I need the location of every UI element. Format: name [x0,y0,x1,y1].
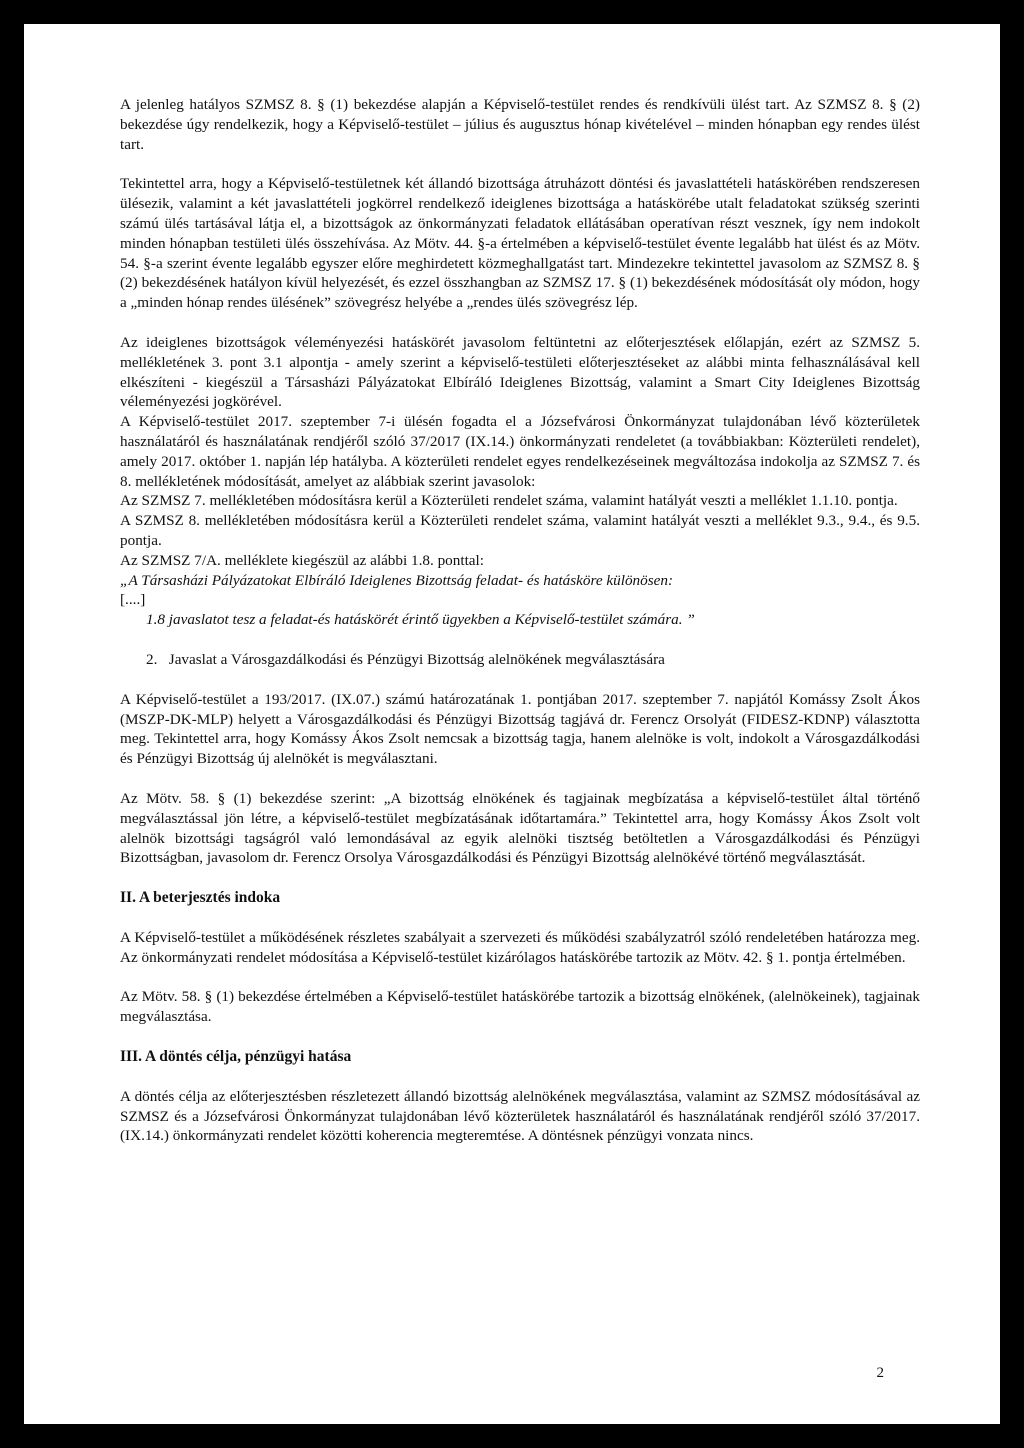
paragraph-szmsz-rendelet: A Képviselő-testület a működésének részletes szabályait a szervezeti és működési szabályzatról szóló rendeletében határozza meg. Az önkormányzati rendelet módosítása a Képviselő-testület kizárólagos hatáskörébe tartozik az Mötv. 42. § 1. pontja értelmében. [120,928,920,966]
paragraph-melleklet-7: Az SZMSZ 7. mellékletében módosításra kerül a Közterületi rendelet száma, valamint hatályát veszti a melléklet 1.1.10. pontja. [120,492,898,510]
paragraph-bizottsagok: Tekintettel arra, hogy a Képviselő-testületnek két állandó bizottsága átruházott döntési és javaslattételi hatáskörében rendszeresen ülésezik, valamint a két javaslattételi jogkörrel rendelkező ideiglenes bizottsága a hatáskörébe utalt feladatokat szükség szerinti számú ülés tartásával látja el, a bizottságok az önkormányzati feladatok ellátásában operatívan részt vesznek, így nem indokolt minden hónapban testületi ülés összehívása. Az Mötv. 44. §-a értelmében a képviselő-testület évente legalább hat ülést és az Mötv. 54. §-a szerint évente legalább egyszer előre meghirdetett közmeghallgatást tart. Mindezekre tekintettel javasolom az SZMSZ 8. § (2) bekezdésének hatályon kívül helyezését, és ezzel összhangban az SZMSZ 17. § (1) bekezdésének módosítását oly módon, hogy a „minden hónap rendes ülésének” szövegrész helyébe a „rendes ülés szövegrész lép. [120,175,920,312]
quote-item-1-8: 1.8 javaslatot tesz a feladat-és hatáskörét érintő ügyekben a Képviselő-testület számára. ” [146,611,695,629]
section-heading-beterjesztes: II. A beterjesztés indoka [120,889,281,907]
section-heading-dontes-celja: III. A döntés célja, pénzügyi hatása [120,1048,352,1066]
numbered-item-2: 2. Javaslat a Városgazdálkodási és Pénzügyi Bizottság alelnökének megválasztására [146,650,665,668]
paragraph-melleklet-8: A SZMSZ 8. mellékletében módosításra kerül a Közterületi rendelet száma, valamint hatályát veszti a melléklet 9.3., 9.4., és 9.5. pontja. [120,512,920,549]
paragraph-kozteruleti-rendelet: A Képviselő-testület 2017. szeptember 7-i ülésén fogadta el a Józsefvárosi Önkormányzat tulajdonában lévő közterületek használatáról és használatának rendjéről szóló 37/2017 (IX.14.) önkormányzati rendeletet (a továbbiakban: Közterületi rendelet), amely 2017. október 1. napján lép hatályba. A közterületi rendelet egyes rendelkezéseinek megváltozása indokolja az SZMSZ 7. és 8. mellékletének módosítását, amelyet az alábbiak szerint javasolok: [120,413,920,490]
paragraph-melleklet-7a: Az SZMSZ 7/A. melléklete kiegészül az alábbi 1.8. ponttal: [120,551,484,569]
page-number: 2 [876,1365,884,1381]
document-body [120,95,920,1146]
paragraph-hataskor: Az Mötv. 58. § (1) bekezdése értelmében a Képviselő-testület hatáskörébe tartozik a bizottság elnökének, (alelnökeinek), tagjainak megválasztása. [120,988,920,1026]
quote-ellipsis: [....] [120,591,146,609]
paragraph-komassy: A Képviselő-testület a 193/2017. (IX.07.) számú határozatának 1. pontjában 2017. szeptember 7. napjától Komássy Zsolt Ákos (MSZP-DK-MLP) helyett a Városgazdálkodási és Pénzügyi Bizottság tagjává dr. Ferencz Orsolyát (FIDESZ-KDNP) választotta meg. Tekintettel arra, hogy Komássy Ákos Zsolt nemcsak a bizottság tagja, hanem alelnöke is volt, indokolt a Városgazdálkodási és Pénzügyi Bizottság új alelnökét is megválasztani. [120,690,920,768]
paragraph-szmsz-8: A jelenleg hatályos SZMSZ 8. § (1) bekezdése alapján a Képviselő-testület rendes és rendkívüli ülést tart. Az SZMSZ 8. § (2) bekezdése úgy rendelkezik, hogy a Képviselő-testület – július és augusztus hónap kivételével – minden hónapban egy rendes ülést tart. [120,96,920,153]
document-page [24,24,1000,1424]
paragraph-ideiglenes-bizottsagok: Az ideiglenes bizottságok véleményezési hatáskörét javasolom feltüntetni az előterjesztések előlapján, ezért az SZMSZ 5. mellékletének 3. pont 3.1 alpontja - amely szerint a képviselő-testületi előterjesztéseket az alábbi minta felhasználásával kell elkészíteni - kiegészül a Társasházi Pályázatokat Elbíráló Ideiglenes Bizottság, valamint a Smart City Ideiglenes Bizottság véleményezési jogkörével. [120,333,920,411]
paragraph-dontes-celja: A döntés célja az előterjesztésben részletezett állandó bizottság alelnökének megválasztása, valamint az SZMSZ módosításával az SZMSZ és a Józsefvárosi Önkormányzat tulajdonában lévő közterületek használatáról és használatának rendjéről szóló 37/2017. (IX.14.) önkormányzati rendelet közötti koherencia megteremtése. A döntésnek pénzügyi vonzata nincs. [120,1087,920,1145]
quote-heading: „A Társasházi Pályázatokat Elbíráló Ideiglenes Bizottság feladat- és hatásköre különösen: [120,571,674,589]
paragraph-motv-58: Az Mötv. 58. § (1) bekezdése szerint: „A bizottság elnökének és tagjainak megbízatása a képviselő-testület által történő megválasztással jön létre, a képviselő-testület megbízatásának időtartamára.” Tekintettel arra, hogy Komássy Ákos Zsolt volt alelnök bizottsági tagságról való lemondásával az egyik alelnöki tisztség betöltetlen a Városgazdálkodási és Pénzügyi Bizottságban, javasolom dr. Ferencz Orsolya Városgazdálkodási és Pénzügyi Bizottság alelnökévé történő megválasztását. [120,789,920,867]
